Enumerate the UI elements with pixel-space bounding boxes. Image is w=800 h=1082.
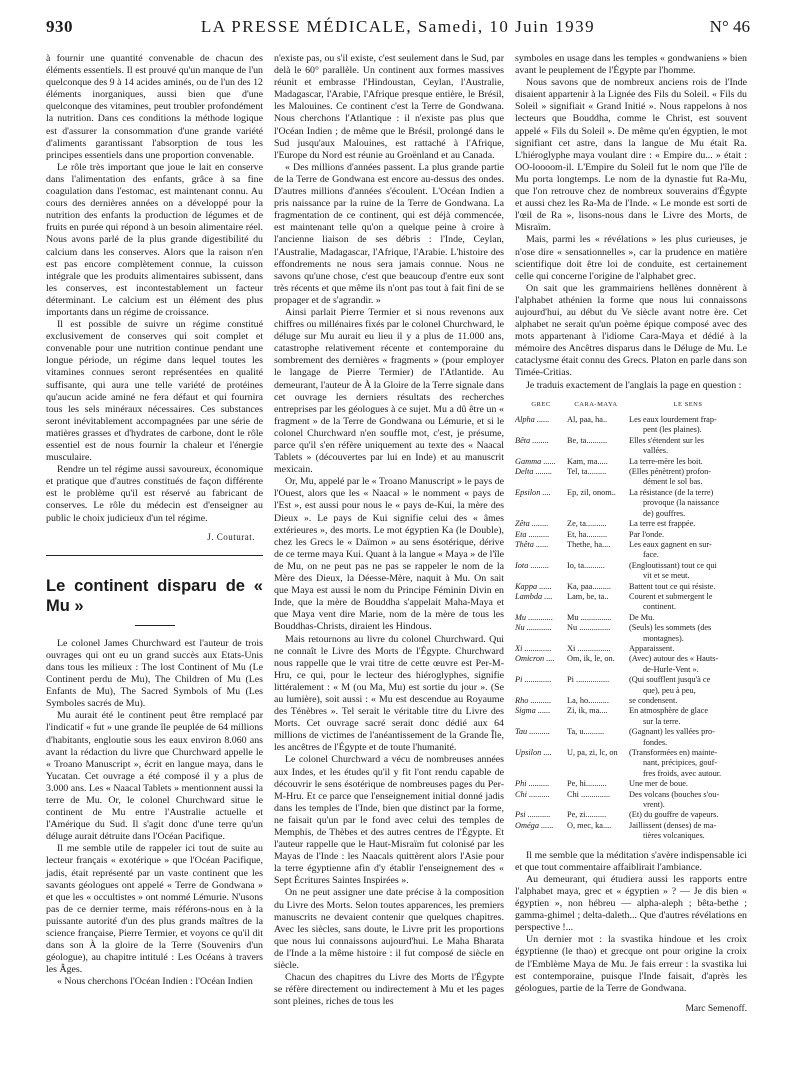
author-signature: Marc Semenoff. bbox=[685, 1003, 747, 1014]
header-sens: LE SENS bbox=[673, 400, 703, 408]
meaning-line: La terre est frappée. bbox=[629, 519, 696, 529]
meaning bbox=[625, 748, 747, 779]
meaning-line: Jaillissent (denses) de ma- bbox=[629, 820, 717, 830]
meaning-line: (Et) du gouffre de vapeurs. bbox=[629, 810, 719, 820]
paragraph: n'existe pas, ou s'il existe, c'est seulement dans le Sud, par delà le 60° parallèle. Un continent aux formes massives réunit et embrasse l'Hindoustan, Ceylan, l'Australie, Madagascar, l'Arabie, l'Afrique presque entière, le Brésil, les Malouines. Ce continent c'est la Terre de Gondwana. Nous cherchons l'Atlantique : il n'existe pas plus que l'Océan Indien ; de même que le Brésil, prolongé dans le Sud jusqu'aux Malouines, est rattaché à l'Afrique, l'Europe du Nord est réunie au Groënland et au Canada. bbox=[274, 53, 504, 161]
meaning bbox=[625, 519, 747, 529]
greek-letter: Lambda .... bbox=[515, 591, 553, 601]
column-1 bbox=[46, 53, 263, 988]
meaning-line: vrent). bbox=[643, 800, 665, 810]
cara-maya-word: Io, ta.......... bbox=[567, 560, 605, 570]
meaning-line: Les eaux lourdement frap- bbox=[629, 415, 717, 425]
greek-letter: Gamma ...... bbox=[515, 456, 556, 466]
table-row bbox=[515, 561, 747, 582]
meaning-line: La résistance (de la terre) bbox=[629, 487, 714, 497]
meaning bbox=[625, 727, 747, 748]
meaning-line: se condensent. bbox=[629, 696, 678, 705]
author-signature: J. Couturat. bbox=[207, 531, 255, 542]
cara-maya-word: Mu ............... bbox=[567, 612, 612, 622]
table-row bbox=[515, 613, 747, 623]
meaning-line: de-Hurle-Vent ». bbox=[643, 664, 699, 674]
table-row bbox=[515, 415, 747, 436]
meaning-line: vallées. bbox=[643, 446, 669, 456]
cara-maya-word: Pe, zi.......... bbox=[567, 810, 607, 820]
meaning-line: La terre-mère les boit. bbox=[629, 456, 703, 466]
paragraph: « Des millions d'années passent. La plus grande partie de la Terre de Gondwana est encore au-dessus des ondes. D'autres millions d'années s'écoulent. L'Océan Indien a pris naissance par la ruine de la Terre de Gondwana. La fragmentation de ce continent, qui est déjà commencée, est maintenant telle qu'on a quelque peine à croire à l'ancienne liaison de ses débris : l'Inde, Ceylan, l'Australie, Madagascar, l'Afrique, l'Arabie. L'histoire des effondrements ne nous sera jamais connue. Nous ne savons qu'une chose, c'est que beaucoup d'entre eux sont très récents et que même ils n'ont pas tout à fait fini de se propager et de s'agrandir. » bbox=[274, 161, 504, 306]
table-body bbox=[515, 415, 747, 842]
table-row bbox=[515, 530, 747, 540]
meaning bbox=[625, 810, 747, 820]
table-row bbox=[515, 623, 747, 644]
meaning bbox=[625, 561, 747, 582]
paragraph: Le rôle très important que joue le lait en conserve dans l'alimentation des enfants, grâce à sa fine coagulation dans l'estomac, est maintenant connu. Au cours des dernières années on a développé pour la nutrition des enfants la production de légumes et de fruits en purée qui répond à un besoin alimentaire réel. Nous avons parlé de la plus grande digestibilité du calcium dans les conserves. Alors que la raison n'en est pas encore complètement connue, la cuisson intégrale que les produits alimentaires subissent, dans les conserves, est incontestablement un facteur déterminant. Le calcium est un élément des plus importants dans un régime de croissance. bbox=[46, 161, 263, 318]
meaning-line: de) gouffres. bbox=[643, 508, 686, 518]
running-header bbox=[46, 17, 750, 39]
meaning-line: (Avec) autour des « Hauts- bbox=[629, 654, 719, 664]
meaning-line: (Engloutissant) tout ce qui bbox=[629, 560, 717, 570]
cara-maya-word: Zi, ik, ma.... bbox=[567, 706, 608, 716]
meaning-line: fondes. bbox=[643, 737, 668, 747]
cara-maya-word: Xi ................ bbox=[567, 643, 611, 653]
table-row bbox=[515, 582, 747, 592]
meaning bbox=[625, 467, 747, 488]
cara-maya-word: Ze, ta.......... bbox=[567, 519, 607, 529]
greek-letter: Epsilon .... bbox=[515, 487, 551, 497]
meaning-line: vit et se meut. bbox=[643, 571, 690, 581]
meaning bbox=[625, 623, 747, 644]
cara-maya-word: Be, ta.......... bbox=[567, 435, 608, 445]
table-row bbox=[515, 436, 747, 457]
paragraph: Le colonel Churchward a vécu de nombreuses années aux Indes, et les études qu'il y fit l'ont rendu capable de découvrir le sens ésotérique de nombreuses pages du Per-M-Hru. Et ce parce que l'enseignement initial donné jadis dans les temples de l'Inde, bien que distinct par la forme, ne faisait qu'un par le fond avec celui des temples de Memphis, de Thèbes et des autres centres de l'Égypte. Et l'auteur rappelle que le Haut-Misraïm fut colonisé par les Mayas de l'Inde : les Naacals quittèrent alors l'Asie pour la terre égyptienne afin d'y établir l'enseignement des « Sept Écritures Saintes Inspirées ». bbox=[274, 754, 504, 887]
meaning-line: tières volcaniques. bbox=[643, 831, 705, 841]
section-divider bbox=[46, 555, 263, 556]
article-title: Le continent disparu de « Mu » bbox=[46, 576, 263, 615]
table-row bbox=[515, 696, 747, 706]
journal-title: LA PRESSE MÉDICALE, Samedi, 10 Juin 1939 bbox=[200, 17, 596, 36]
meaning-line: sur la terre. bbox=[643, 716, 681, 726]
cara-maya-word: Nu ............... bbox=[567, 623, 611, 633]
meaning bbox=[625, 530, 747, 540]
table-row bbox=[515, 675, 747, 696]
paragraph: Nous savons que de nombreux anciens rois de l'Inde disaient appartenir à la Lignée des Fils du Soleil. « Fils du Soleil » signifiait « Grand Initié ». Nous rappelons à nos lecteurs que Bouddha, comme le Christ, est souvent appelé « Fils du Soleil ». De même qu'en égyptien, le mot signifiant cet astre, dans la langue de Mu était Ra. L'hiéroglyphe maya voulant dire : « Empire du... » était : OO-loooom-il. L'Empire du Soleil fut le nom que l'île de Mu porta longtemps. Le nom de la dynastie fut Ra-Mu, que l'on retrouve chez de nombreux souverains d'Égypte et aussi chez les Ra-Ma de l'Inde. « Le monde est sorti de l'œil de Ra », lisons-nous dans le Livre des Morts, de Misraïm. bbox=[515, 77, 747, 234]
cara-maya-word: Ep, zil, onom.. bbox=[567, 487, 616, 497]
cara-maya-word: Kam, ma..... bbox=[567, 456, 608, 466]
table-row bbox=[515, 790, 747, 811]
header-cara-maya: CARA-MAYA bbox=[574, 400, 618, 408]
cara-maya-word: Tel, ta......... bbox=[567, 467, 607, 477]
paragraph: Chacun des chapitres du Livre des Morts de l'Égypte se réfère directement ou indirectement à Mu et les pages sont pleines, riches de tous les bbox=[274, 972, 504, 1008]
meaning-line: dément le sol bas. bbox=[643, 477, 703, 487]
meaning-line: Battent tout ce qui résiste. bbox=[629, 581, 716, 591]
greek-letter: Nu ............ bbox=[515, 623, 552, 633]
cara-maya-word: Chi .............. bbox=[567, 789, 611, 799]
cara-maya-word: Et, ha.......... bbox=[567, 529, 608, 539]
greek-letter: Omicron .... bbox=[515, 654, 555, 664]
greek-letter: Psi ........... bbox=[515, 810, 551, 820]
greek-letter: Eta .......... bbox=[515, 529, 550, 539]
table-row bbox=[515, 519, 747, 529]
table-row bbox=[515, 706, 747, 727]
meaning bbox=[625, 790, 747, 811]
greek-letter: Bêta ........ bbox=[515, 435, 549, 445]
meaning-line: Les eaux gagnent en sur- bbox=[629, 539, 712, 549]
paragraph: Le colonel James Churchward est l'auteur de trois ouvrages qui ont eu un grand succès aux Etats-Unis dans tous les milieux : The lost Continent of Mu (Le Continent perdu de Mu), The Children of Mu (Les Enfants de Mu), The Sacred Symbols of Mu (Les Symboles sacrés de Mu). bbox=[46, 637, 263, 710]
meaning-line: Par l'onde. bbox=[629, 529, 665, 539]
meaning-line: Des volcans (bouches s'ou- bbox=[629, 789, 720, 799]
greek-letter: Tau .......... bbox=[515, 727, 550, 737]
greek-letter: Mu ............ bbox=[515, 612, 554, 622]
meaning bbox=[625, 540, 747, 561]
page-number: 930 bbox=[46, 17, 73, 36]
meaning-line: (Elles pénètrent) profon- bbox=[629, 467, 712, 477]
greek-letter: Sigma ...... bbox=[515, 706, 551, 716]
greek-letter: Alpha ...... bbox=[515, 415, 550, 425]
meaning-line: montagnes). bbox=[643, 633, 684, 643]
meaning-line: pent (les plaines). bbox=[643, 425, 702, 435]
cara-maya-word: Lam, be, ta.. bbox=[567, 591, 609, 601]
table-row bbox=[515, 592, 747, 613]
title-underline bbox=[135, 625, 175, 626]
meaning bbox=[625, 457, 747, 467]
paragraph: Il est possible de suivre un régime constitué exclusivement de conserves qui soit complet et convenable pour une nutrition continue pendant une longue période, un régime dans lequel toutes les vitamines connues seront représentées en qualité suffisante, qui aura une telle variété de protéines qu'aucun acide aminé ne fera défaut et qui fournira tous les sels minéraux nécessaires. Ces substances seront inévitablement accompagnées par une série de matières grasses et d'hydrates de carbone, dont le rôle essentiel est de nous fournir la chaleur et l'énergie musculaire. bbox=[46, 319, 263, 464]
meaning-line: Courent et submergent le bbox=[629, 591, 713, 601]
greek-letter: Phi .......... bbox=[515, 779, 550, 789]
meaning-line: fres froids, avec autour. bbox=[643, 768, 722, 778]
greek-letter: Upsilon .... bbox=[515, 748, 552, 758]
table-row bbox=[515, 488, 747, 519]
table-row bbox=[515, 810, 747, 820]
greek-letter: Thêta ...... bbox=[515, 539, 549, 549]
greek-letter: Chi .......... bbox=[515, 789, 550, 799]
meaning-line: (Seuls) les sommets (des bbox=[629, 623, 712, 633]
paragraph: « Nous cherchons l'Océan Indien : l'Océan Indien bbox=[57, 976, 253, 988]
meaning bbox=[625, 706, 747, 727]
paragraph: Un dernier mot : la svastika hindoue et les croix égyptienne (le thao) et grecque ont pour origine la croix de l'Emblème Maya de Mu. Je fais erreur : la svastika lui est contemporaine, puisque l'Inde faisait, d'après les géologues, partie de la Terre de Gondwana. bbox=[515, 934, 747, 994]
meaning-line: (Gagnant) les vallées pro- bbox=[629, 727, 715, 737]
cara-maya-word: Ka, paa......... bbox=[567, 581, 612, 591]
meaning bbox=[625, 644, 747, 654]
header-grec: GREC bbox=[531, 400, 551, 408]
cara-maya-word: Pi ................ bbox=[567, 675, 610, 685]
column-3 bbox=[515, 53, 747, 1015]
table-row bbox=[515, 457, 747, 467]
paragraph: Rendre un tel régime aussi savoureux, économique et pratique que d'autres constitués de façon différente est le problème qu'il est réservé au fabricant de conserves. Le rôle du médecin est d'enseigner au public le choix judicieux d'un tel régime. bbox=[46, 464, 263, 524]
table-row bbox=[515, 540, 747, 561]
meaning bbox=[625, 675, 747, 696]
greek-letter: Pi ............. bbox=[515, 675, 552, 685]
cara-maya-word: U, pa, zi, lc, on bbox=[567, 748, 618, 758]
paragraph: Mais, parmi les « révélations » les plus curieuses, je n'ose dire « sensationnelles », car la prudence en matière scientifique doit être loi de conduite, est certainement celle qui concerne l'origine de l'alphabet grec. bbox=[515, 234, 747, 282]
meaning bbox=[625, 488, 747, 519]
meaning bbox=[625, 592, 747, 613]
table-row bbox=[515, 467, 747, 488]
cara-maya-word: O, mec, ka.... bbox=[567, 820, 612, 830]
meaning-line: De Mu. bbox=[629, 612, 655, 622]
meaning-line: nant, précipices, gouf- bbox=[643, 758, 718, 768]
table-row bbox=[515, 779, 747, 789]
greek-letter: Iota ......... bbox=[515, 560, 550, 570]
meaning-line: provoque (la naissance bbox=[643, 498, 720, 508]
meaning-line: En atmosphère de glace bbox=[629, 706, 709, 716]
paragraph: On ne peut assigner une date précise à la composition du Livre des Morts. Selon toutes apparences, les premiers manuscrits ne devaient contenir que quelques chapitres. Avec les siècles, sans doute, le Livre prit les proportions que nous lui connaissons aujourd'hui. Le Maha Bharata de l'Inde a la même histoire : il fut composé de siècle en siècle. bbox=[274, 887, 504, 972]
table-header bbox=[515, 400, 747, 410]
meaning bbox=[625, 821, 747, 842]
meaning-line: (Qui soufflent jusqu'à ce bbox=[629, 675, 711, 685]
meaning bbox=[625, 696, 747, 706]
meaning-line: Une mer de boue. bbox=[629, 779, 688, 789]
table-row bbox=[515, 644, 747, 654]
greek-letter: Rho .......... bbox=[515, 696, 552, 705]
meaning bbox=[625, 582, 747, 592]
meaning-line: (Transformées en) mainte- bbox=[629, 748, 718, 758]
cara-maya-word: Al, paa, ha.. bbox=[567, 415, 608, 425]
paragraph: Au demeurant, qui étudiera aussi les rapports entre l'alphabet maya, grec et « égyptien » ? — Je dis bien « égyptien », non hébreu — alpha-aleph ; bêta-bethe ; gamma-ghimel ; delta-daleth... Que d'autres révélations en perspective !... bbox=[515, 873, 747, 934]
cara-maya-word: Pe, hi.......... bbox=[567, 779, 607, 789]
greek-letter: Oméga ...... bbox=[515, 820, 554, 830]
paragraph: Mais retournons au livre du colonel Churchward. Qui ne connaît le Livre des Morts de l'Égypte. Churchward nous rappelle que le vrai titre de cette œuvre est Per-M-Hru, ce qui, pour le lecteur des hiéroglyphes, signifie littéralement : « M (ou Ma, Mu) est sortie du jour ». (Se au lumière), soit aussi : « Mu est descendue au Royaume des Ténèbres ». Tel serait le véritable titre du Livre des Morts. Cet ouvrage sacré serait donc dédié aux 64 millions de victimes de l'anéantissement de la Grande Île, les ancêtres de l'Égypte et de toute l'humanité. bbox=[274, 633, 504, 754]
cara-maya-word: La, ho.......... bbox=[567, 696, 609, 705]
meaning bbox=[625, 654, 747, 675]
paragraph: Il me semble que la méditation s'avère indispensable ici et que tout commentaire affaiblirait l'ambiance. bbox=[515, 849, 747, 873]
table-row bbox=[515, 654, 747, 675]
cara-maya-word: Thethe, ha.... bbox=[567, 539, 611, 549]
meaning bbox=[625, 613, 747, 623]
paragraph: Mu aurait été le continent peut être remplacé par l'indicatif « fut » une grande île peuplée de 64 millions d'habitants, engloutie sous les eaux environ 8.060 ans avant la rédaction du livre que Churchward appelle le « Troano Manuscript », écrit en langue maya, dans le Yucatan. Cet ouvrage a été composé il y a plus de 3.000 ans. Les « Naacal Tablets » mentionnent aussi la terre de Mu. Or, le colonel Churchward situe le continent de Mu entre l'Australie actuelle et l'Amérique du Sud. Il s'agit donc d'une terre qu'un déluge aurait détruite dans l'Océan Pacifique. bbox=[46, 710, 263, 843]
paragraph: symboles en usage dans les temples « gondwaniens » bien avant le peuplement de l'Égypte par l'homme. bbox=[515, 53, 747, 77]
meaning-line: que), peu à peu, bbox=[643, 685, 696, 695]
greek-letter: Xi ............. bbox=[515, 643, 552, 653]
alphabet-table bbox=[515, 400, 747, 842]
paragraph: Je traduis exactement de l'anglais la page en question : bbox=[526, 379, 742, 391]
paragraph: à fournir une quantité convenable de chacun des éléments essentiels. Il est prouvé qu'un manque de l'un quelconque des 9 à 14 acides aminés, ou de l'un des 12 éléments inorganiques, aussi bien que d'une quelconque des vitamines, peut troubler profondément la nutrition. Dans ces conditions la méthode logique est d'assurer la consommation d'une grande variété d'aliments garantissant l'absorption de tous les principes essentiels dans une proportion convenable. bbox=[46, 53, 263, 161]
meaning-line: Elles s'étendent sur les bbox=[629, 435, 704, 445]
paragraph: On sait que les grammairiens hellènes donnèrent à l'alphabet athénien la forme que nous lui connaissons aujourd'hui, au début du Ve siècle avant notre ère. Cet alphabet ne serait qu'un poème épique composé avec des mots appartenant à l'idiome Cara-Maya et dédié à la mémoire des Ancêtres disparus dans le Déluge de Mu. Le cataclysme était connu des Grecs. Platon en parle dans son Timée-Critias. bbox=[515, 282, 747, 379]
cara-maya-word: Ta, u.......... bbox=[567, 727, 605, 737]
greek-letter: Delta ........ bbox=[515, 467, 553, 477]
cara-maya-word: Om, ik, le, on. bbox=[567, 654, 615, 664]
greek-letter: Zêta ........ bbox=[515, 519, 549, 529]
greek-letter: Kappa ...... bbox=[515, 581, 552, 591]
table-row bbox=[515, 727, 747, 748]
meaning-line: Apparaissent. bbox=[629, 643, 675, 653]
meaning-line: face. bbox=[643, 550, 659, 560]
paragraph: Ainsi parlait Pierre Termier et si nous revenons aux chiffres ou millénaires fixés par le colonel Churchward, le déluge sur Mu aurait eu lieu il y a plus de 11.000 ans, catastrophe relativement récente et contemporaine du sombrement des dernières « fragments » (pour employer le langage de Pierre Termier) de l'Atlantide. Au demeurant, l'auteur de À la Gloire de la Terre signale dans cet ouvrage les derniers résultats des recherches entreprises par les géologues à ce sujet. Mu a dû être un « fragment » de la Terre de Gondwana ou Lémurie, et si le colonel Churchward n'en souffle mot, c'est, je présume, parce qu'il s'en réfère uniquement au texte des « Naacal Tablets » (découvertes par lui en Inde) et au manuscrit mexicain. bbox=[274, 306, 504, 476]
paragraph: Il me semble utile de rappeler ici tout de suite au lecteur français « exotérique » que l'Océan Pacifique, jadis, était représenté par un vaste continent que les savants géologues ont appelé « Terre de Gondwana » et que les « occultistes » ont nommé Lémurie. N'usons pas de ce dernier terme, mais référons-nous en à la puissante autorité d'un des plus grands maîtres de la science française, Pierre Termier, et voyons ce qu'il dit dans son À la gloire de la Terre (Souvenirs d'un géologue), au chapitre intitulé : Les Océans à travers les Âges. bbox=[46, 843, 263, 976]
meaning bbox=[625, 779, 747, 789]
table-row bbox=[515, 821, 747, 842]
issue-number: N° 46 bbox=[709, 17, 750, 36]
meaning bbox=[625, 415, 747, 436]
meaning-line: continent. bbox=[643, 602, 676, 612]
paragraph: Or, Mu, appelé par le « Troano Manuscript » le pays de l'Ouest, alors que les « Naacal » le nomment « pays de l'Est », est aussi pour nous le « pays de-Kui, la mère des Dieux ». Le pays de Kui signifie celui des « âmes extérieures », des morts. Le mot égyptien Ka (le Double), chez les Grecs le « Daïmon » au sens ésotérique, dérive de ce terme maya Kui. Quant à la langue « Maya » de l'île de Mu, on ne peut pas ne pas se rappeler le nom de la Mère des Dieux, la Déesse-Mère, naquit à Mu. On sait que Maya est aussi le nom du Principe Féminin Divin en Inde, que la mère de Bouddha s'appelait Maha-Maya et que Maya vent dire Marie, nom de la mère de tous les Bouddhas-Christs, diraient les Hindous. bbox=[274, 476, 504, 633]
meaning bbox=[625, 436, 747, 457]
table-row bbox=[515, 748, 747, 779]
column-2 bbox=[274, 53, 504, 1008]
